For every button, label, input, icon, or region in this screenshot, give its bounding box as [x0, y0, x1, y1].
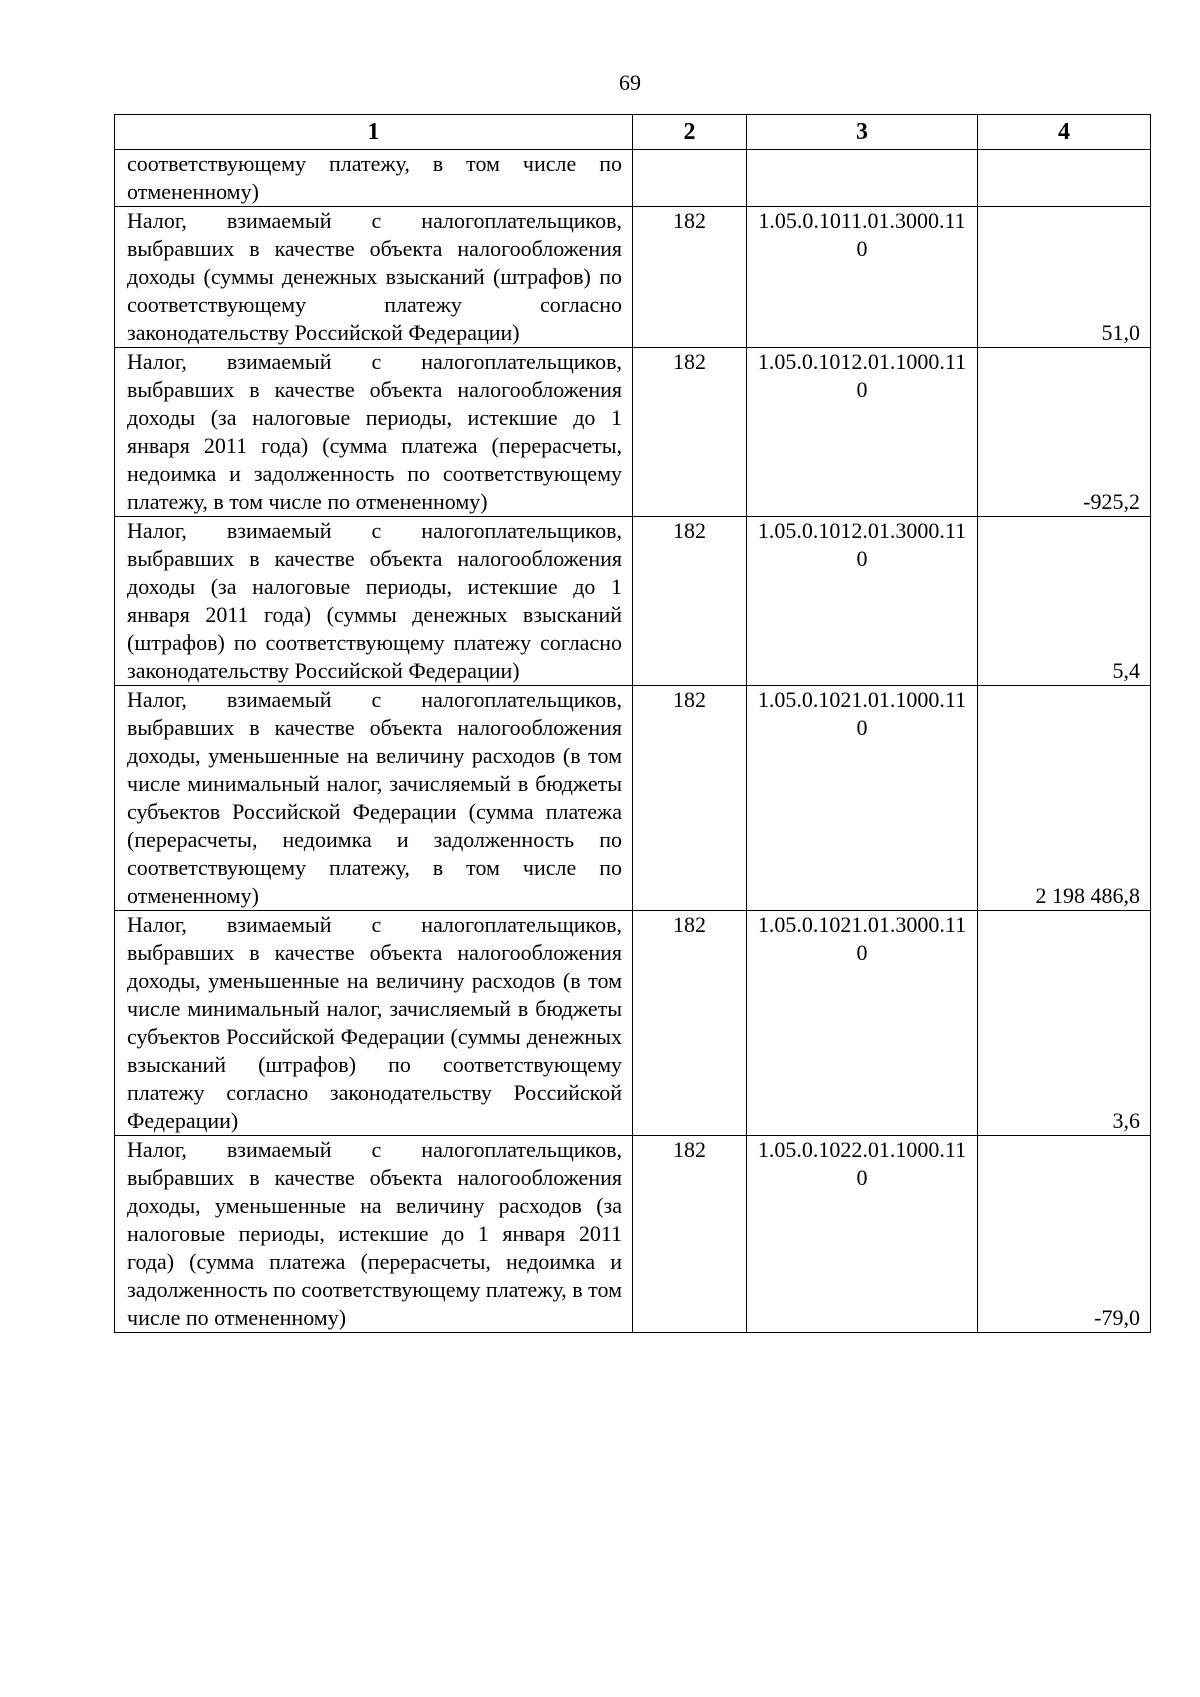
row-kbk-code	[747, 150, 978, 207]
row-admin-code: 182	[633, 348, 747, 517]
table-row	[115, 1136, 1151, 1333]
row-amount: -79,0	[978, 1136, 1151, 1333]
row-amount: -925,2	[978, 348, 1151, 517]
row-amount: 51,0	[978, 207, 1151, 348]
row-description: Налог, взимаемый с налогоплательщиков, выбравших в качестве объекта налогообложения доходы (суммы денежных взысканий (штрафов) по соответствующему платежу согласно законодательству Российской Федерации)	[115, 207, 633, 348]
column-header-2: 2	[633, 115, 747, 150]
row-admin-code: 182	[633, 1136, 747, 1333]
row-amount: 2 198 486,8	[978, 686, 1151, 911]
column-header-3: 3	[747, 115, 978, 150]
row-admin-code: 182	[633, 686, 747, 911]
row-amount: 3,6	[978, 911, 1151, 1136]
row-kbk-code: 1.05.0.1022.01.1000.110	[747, 1136, 978, 1333]
row-description: Налог, взимаемый с налогоплательщиков, выбравших в качестве объекта налогообложения доходы, уменьшенные на величину расходов (за налоговые периоды, истекшие до 1 января 2011 года) (сумма платежа (перерасчеты, недоимка и задолженность по соответствующему платежу, в том числе по отмененному)	[115, 1136, 633, 1333]
row-kbk-code: 1.05.0.1012.01.3000.110	[747, 517, 978, 686]
row-description: соответствующему платежу, в том числе по отмененному)	[115, 150, 633, 207]
row-admin-code: 182	[633, 911, 747, 1136]
row-admin-code	[633, 150, 747, 207]
row-amount: 5,4	[978, 517, 1151, 686]
row-kbk-code: 1.05.0.1012.01.1000.110	[747, 348, 978, 517]
table-row	[115, 517, 1151, 686]
table-row	[115, 686, 1151, 911]
column-header-1: 1	[115, 115, 633, 150]
row-kbk-code: 1.05.0.1011.01.3000.110	[747, 207, 978, 348]
row-description: Налог, взимаемый с налогоплательщиков, выбравших в качестве объекта налогообложения доходы, уменьшенные на величину расходов (в том числе минимальный налог, зачисляемый в бюджеты субъектов Российской Федерации (суммы денежных взысканий (штрафов) по соответствующему платежу согласно законодательству Российской Федерации)	[115, 911, 633, 1136]
table-row	[115, 207, 1151, 348]
page-number: 69	[619, 70, 641, 95]
table-header-row	[115, 115, 1151, 150]
row-kbk-code: 1.05.0.1021.01.1000.110	[747, 686, 978, 911]
row-amount	[978, 150, 1151, 207]
row-admin-code: 182	[633, 207, 747, 348]
row-description: Налог, взимаемый с налогоплательщиков, выбравших в качестве объекта налогообложения доходы (за налоговые периоды, истекшие до 1 января 2011 года) (суммы денежных взысканий (штрафов) по соответствующему платежу согласно законодательству Российской Федерации)	[115, 517, 633, 686]
row-description: Налог, взимаемый с налогоплательщиков, выбравших в качестве объекта налогообложения доходы (за налоговые периоды, истекшие до 1 января 2011 года) (сумма платежа (перерасчеты, недоимка и задолженность по соответствующему платежу, в том числе по отмененному)	[115, 348, 633, 517]
row-description: Налог, взимаемый с налогоплательщиков, выбравших в качестве объекта налогообложения доходы, уменьшенные на величину расходов (в том числе минимальный налог, зачисляемый в бюджеты субъектов Российской Федерации (сумма платежа (перерасчеты, недоимка и задолженность по соответствующему платежу, в том числе по отмененному)	[115, 686, 633, 911]
table-row	[115, 150, 1151, 207]
row-kbk-code: 1.05.0.1021.01.3000.110	[747, 911, 978, 1136]
row-admin-code: 182	[633, 517, 747, 686]
table-row	[115, 911, 1151, 1136]
column-header-4: 4	[978, 115, 1151, 150]
table-row	[115, 348, 1151, 517]
budget-revenue-table	[114, 114, 1151, 1333]
